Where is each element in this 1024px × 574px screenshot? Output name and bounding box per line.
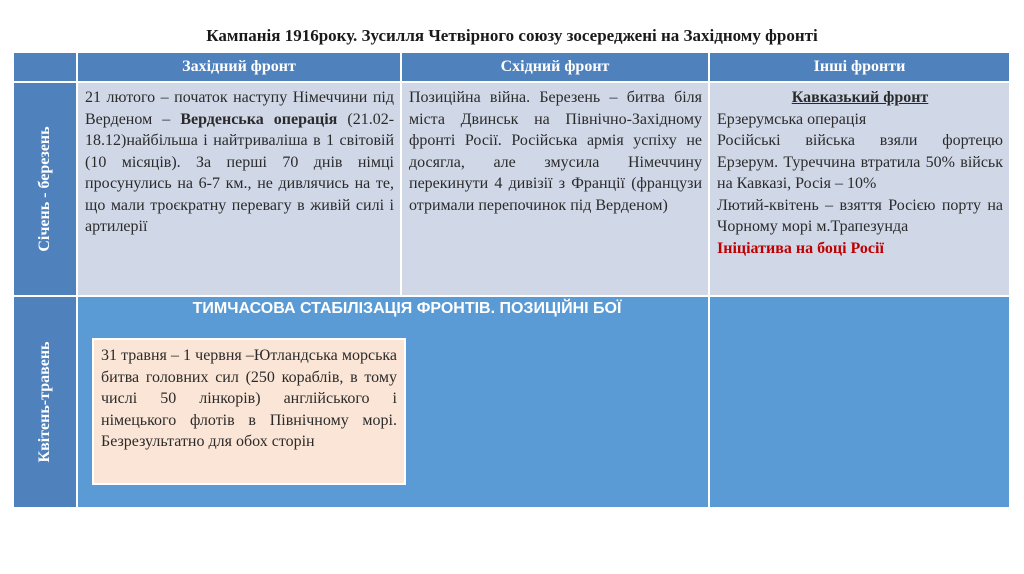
caucasus-front-heading: Кавказький фронт <box>791 89 929 106</box>
initiative-note: Ініціатива на боці Росії <box>717 239 884 257</box>
campaign-table <box>14 53 1009 507</box>
period-jan-mar <box>14 83 76 295</box>
slide-title: Кампанія 1916року. Зусилля Четвірного союзу зосереджені на Західному фронті <box>206 26 818 45</box>
cell-other-apr <box>710 297 1009 507</box>
period-apr-may-label: Квітень-травень <box>36 341 53 463</box>
trabzon-capture: Лютий-квітень – взяття Росією порту на Чорному морі м.Трапезунда <box>717 196 1003 235</box>
cell-other-jan <box>710 83 1009 295</box>
header-western: Західний фронт <box>78 53 400 81</box>
corner-cell <box>14 53 76 81</box>
erzurum-operation: Ерзерумська операція <box>717 110 867 128</box>
western-jan-text-1: 21 лютого – початок наступу Німеччини під Верденом – <box>85 89 394 128</box>
eastern-jan-text: Позиційна війна. Березень – битва біля міста Двинськ на Північно-Західному фронті Росії. Російська армія успіху не досягла, але змусила Німеччину перекинути 4 дивізії з Франції (французи отримали перепочинок під Верденом) <box>409 89 702 214</box>
verdun-operation: Верденська операція <box>180 110 338 128</box>
cell-eastern-jan <box>402 83 708 295</box>
header-eastern: Східний фронт <box>402 53 708 81</box>
cell-western-jan <box>78 83 400 295</box>
period-jan-mar-label: Січень - березень <box>36 126 53 252</box>
jutland-note: 31 травня – 1 червня –Ютландська морська битва головних сил (250 кораблів, в тому числі 50 лінкорів) англійського і німецького флотів в Північному морі. Безрезультатно для обох сторін <box>92 338 406 485</box>
western-jan-text-2: (21.02-18.12)найбільша і найтриваліша в 1 світовій (10 місяців). За перші 70 днів німці просунулись на 6-7 км., не дивлячись на те, що мали троєкратну перевагу в живій силі і артилерії <box>85 110 395 235</box>
stabilization-title: ТИМЧАСОВА СТАБІЛІЗАЦІЯ ФРОНТІВ. ПОЗИЦІЙНІ БОЇ <box>192 300 622 317</box>
header-other: Інші фронти <box>710 53 1009 81</box>
erzurum-result: Російські війська взяли фортецю Ерзерум. Туреччина втратила 50% військ на Кавказі, Росія – 10% <box>717 132 1003 192</box>
period-apr-may <box>14 297 76 507</box>
